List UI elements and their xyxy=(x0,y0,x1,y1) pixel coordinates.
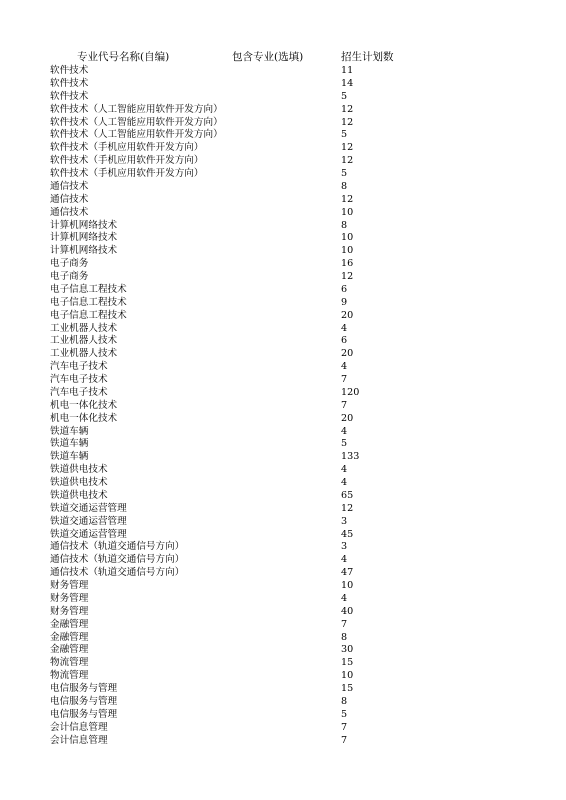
enrollment-count-cell: 133 xyxy=(341,451,360,463)
enrollment-count-cell: 14 xyxy=(341,77,354,89)
enrollment-count-cell: 4 xyxy=(341,554,348,566)
enrollment-count-cell: 5 xyxy=(341,90,348,102)
major-name-cell: 汽车电子技术 xyxy=(50,374,108,385)
enrollment-count-cell: 45 xyxy=(341,528,354,540)
enrollment-count-cell: 7 xyxy=(341,721,348,733)
table-row xyxy=(0,709,566,722)
table-row xyxy=(0,258,566,271)
table-row xyxy=(0,271,566,284)
major-name-cell: 铁道车辆 xyxy=(50,451,89,463)
table-row xyxy=(0,541,566,554)
table-row xyxy=(0,310,566,323)
enrollment-count-cell: 3 xyxy=(341,515,348,527)
enrollment-count-cell: 8 xyxy=(341,180,348,192)
table-row xyxy=(0,567,566,580)
enrollment-count-cell: 5 xyxy=(341,438,348,450)
table-row xyxy=(0,413,566,426)
major-name-cell: 铁道供电技术 xyxy=(50,464,108,476)
header-major-name: 专业代号名称(自编) xyxy=(77,51,170,63)
table-row xyxy=(0,580,566,593)
enrollment-count-cell: 4 xyxy=(341,592,348,604)
major-name-cell: 通信技术（轨道交通信号方向） xyxy=(50,541,185,553)
table-row xyxy=(0,400,566,413)
table-row xyxy=(0,104,566,117)
table-row xyxy=(0,374,566,387)
table-row xyxy=(0,155,566,168)
major-name-cell: 电子信息工程技术 xyxy=(50,283,127,295)
major-name-cell: 电信服务与管理 xyxy=(50,683,118,694)
major-name-cell: 软件技术 xyxy=(50,65,89,76)
major-name-cell: 金融管理 xyxy=(50,631,89,643)
enrollment-count-cell: 4 xyxy=(341,322,348,334)
table-row xyxy=(0,387,566,400)
major-name-cell: 软件技术 xyxy=(50,90,89,102)
enrollment-count-cell: 4 xyxy=(341,477,348,488)
enrollment-count-cell: 10 xyxy=(341,580,354,591)
major-name-cell: 电子信息工程技术 xyxy=(50,309,127,321)
enrollment-count-cell: 8 xyxy=(341,219,348,231)
table-row xyxy=(0,426,566,439)
major-name-cell: 软件技术（人工智能应用软件开发方向） xyxy=(50,116,223,128)
enrollment-count-cell: 8 xyxy=(341,631,348,643)
table-row xyxy=(0,129,566,142)
enrollment-count-cell: 12 xyxy=(341,193,354,205)
major-name-cell: 机电一体化技术 xyxy=(50,399,118,411)
major-name-cell: 机电一体化技术 xyxy=(50,412,118,424)
major-name-cell: 财务管理 xyxy=(50,580,89,591)
major-name-cell: 通信技术 xyxy=(50,206,89,218)
major-name-cell: 软件技术（手机应用软件开发方向） xyxy=(50,155,204,167)
major-name-cell: 电信服务与管理 xyxy=(50,695,118,707)
enrollment-count-cell: 120 xyxy=(341,386,360,398)
major-name-cell: 铁道交通运营管理 xyxy=(50,502,127,514)
enrollment-count-cell: 11 xyxy=(341,65,354,76)
data-table-body xyxy=(0,65,566,747)
major-name-cell: 工业机器人技术 xyxy=(50,348,118,360)
table-row xyxy=(0,297,566,310)
major-name-cell: 软件技术 xyxy=(50,77,89,89)
table-row xyxy=(0,619,566,632)
major-name-cell: 财务管理 xyxy=(50,592,89,604)
major-name-cell: 通信技术 xyxy=(50,180,89,192)
enrollment-count-cell: 8 xyxy=(341,695,348,707)
enrollment-count-cell: 10 xyxy=(341,245,354,257)
column-header-row xyxy=(0,50,566,64)
table-row xyxy=(0,529,566,542)
table-row xyxy=(0,245,566,258)
header-included-majors: 包含专业(选填) xyxy=(232,51,304,63)
enrollment-count-cell: 12 xyxy=(341,142,354,154)
table-row xyxy=(0,220,566,233)
enrollment-count-cell: 20 xyxy=(341,412,354,424)
table-row xyxy=(0,181,566,194)
table-row xyxy=(0,284,566,297)
major-name-cell: 电子商务 xyxy=(50,258,89,270)
major-name-cell: 软件技术（手机应用软件开发方向） xyxy=(50,142,204,154)
enrollment-count-cell: 16 xyxy=(341,258,354,270)
major-name-cell: 电子信息工程技术 xyxy=(50,296,127,308)
major-name-cell: 财务管理 xyxy=(50,605,89,617)
table-row xyxy=(0,168,566,181)
enrollment-count-cell: 7 xyxy=(341,374,348,385)
enrollment-count-cell: 5 xyxy=(341,168,348,179)
table-row xyxy=(0,438,566,451)
major-name-cell: 汽车电子技术 xyxy=(50,386,108,398)
table-row xyxy=(0,361,566,374)
table-row xyxy=(0,696,566,709)
table-row xyxy=(0,335,566,348)
enrollment-count-cell: 12 xyxy=(341,155,354,167)
enrollment-count-cell: 7 xyxy=(341,399,348,411)
table-row xyxy=(0,323,566,336)
major-name-cell: 通信技术（轨道交通信号方向） xyxy=(50,554,185,566)
table-row xyxy=(0,117,566,130)
table-row xyxy=(0,644,566,657)
major-name-cell: 会计信息管理 xyxy=(50,734,108,746)
major-name-cell: 物流管理 xyxy=(50,657,89,669)
table-row xyxy=(0,632,566,645)
table-row xyxy=(0,464,566,477)
enrollment-count-cell: 5 xyxy=(341,129,348,141)
major-name-cell: 物流管理 xyxy=(50,670,89,682)
major-name-cell: 软件技术（人工智能应用软件开发方向） xyxy=(50,129,223,141)
table-row xyxy=(0,554,566,567)
enrollment-count-cell: 47 xyxy=(341,567,354,579)
enrollment-count-cell: 6 xyxy=(341,335,348,347)
major-name-cell: 通信技术 xyxy=(50,193,89,205)
enrollment-count-cell: 65 xyxy=(341,489,354,501)
table-row xyxy=(0,348,566,361)
table-row xyxy=(0,593,566,606)
table-row xyxy=(0,194,566,207)
enrollment-count-cell: 30 xyxy=(341,644,354,656)
enrollment-count-cell: 4 xyxy=(341,464,348,476)
enrollment-count-cell: 10 xyxy=(341,670,354,682)
major-name-cell: 电子商务 xyxy=(50,271,89,282)
major-name-cell: 通信技术（轨道交通信号方向） xyxy=(50,567,185,579)
table-row xyxy=(0,78,566,91)
table-row xyxy=(0,91,566,104)
enrollment-count-cell: 6 xyxy=(341,283,348,295)
major-name-cell: 软件技术（手机应用软件开发方向） xyxy=(50,168,204,179)
major-name-cell: 铁道车辆 xyxy=(50,425,89,437)
header-enrollment-plan: 招生计划数 xyxy=(341,51,394,63)
major-name-cell: 计算机网络技术 xyxy=(50,232,118,244)
major-name-cell: 汽车电子技术 xyxy=(50,361,108,373)
table-row xyxy=(0,735,566,748)
enrollment-count-cell: 40 xyxy=(341,605,354,617)
major-name-cell: 金融管理 xyxy=(50,644,89,656)
enrollment-count-cell: 7 xyxy=(341,734,348,746)
major-name-cell: 计算机网络技术 xyxy=(50,245,118,257)
enrollment-count-cell: 12 xyxy=(341,502,354,514)
major-name-cell: 铁道供电技术 xyxy=(50,477,108,488)
enrollment-count-cell: 15 xyxy=(341,683,354,694)
major-name-cell: 电信服务与管理 xyxy=(50,708,118,720)
enrollment-count-cell: 10 xyxy=(341,206,354,218)
enrollment-count-cell: 12 xyxy=(341,103,354,115)
table-row xyxy=(0,670,566,683)
major-name-cell: 铁道交通运营管理 xyxy=(50,515,127,527)
enrollment-count-cell: 5 xyxy=(341,708,348,720)
table-row xyxy=(0,606,566,619)
major-name-cell: 铁道供电技术 xyxy=(50,489,108,501)
table-row xyxy=(0,503,566,516)
table-row xyxy=(0,232,566,245)
major-name-cell: 工业机器人技术 xyxy=(50,322,118,334)
major-name-cell: 工业机器人技术 xyxy=(50,335,118,347)
table-row xyxy=(0,142,566,155)
table-row xyxy=(0,490,566,503)
enrollment-count-cell: 20 xyxy=(341,348,354,360)
major-name-cell: 金融管理 xyxy=(50,618,89,630)
major-name-cell: 会计信息管理 xyxy=(50,721,108,733)
enrollment-count-cell: 12 xyxy=(341,271,354,282)
major-name-cell: 铁道交通运营管理 xyxy=(50,528,127,540)
table-row xyxy=(0,207,566,220)
enrollment-count-cell: 10 xyxy=(341,232,354,244)
enrollment-count-cell: 4 xyxy=(341,361,348,373)
table-row xyxy=(0,65,566,78)
major-name-cell: 软件技术（人工智能应用软件开发方向） xyxy=(50,103,223,115)
table-row xyxy=(0,722,566,735)
table-row xyxy=(0,683,566,696)
table-row xyxy=(0,477,566,490)
table-row xyxy=(0,516,566,529)
enrollment-count-cell: 3 xyxy=(341,541,348,553)
major-name-cell: 铁道车辆 xyxy=(50,438,89,450)
enrollment-count-cell: 12 xyxy=(341,116,354,128)
enrollment-count-cell: 20 xyxy=(341,309,354,321)
enrollment-count-cell: 15 xyxy=(341,657,354,669)
enrollment-count-cell: 4 xyxy=(341,425,348,437)
table-row xyxy=(0,451,566,464)
major-name-cell: 计算机网络技术 xyxy=(50,219,118,231)
enrollment-count-cell: 7 xyxy=(341,618,348,630)
enrollment-count-cell: 9 xyxy=(341,296,348,308)
table-row xyxy=(0,657,566,670)
